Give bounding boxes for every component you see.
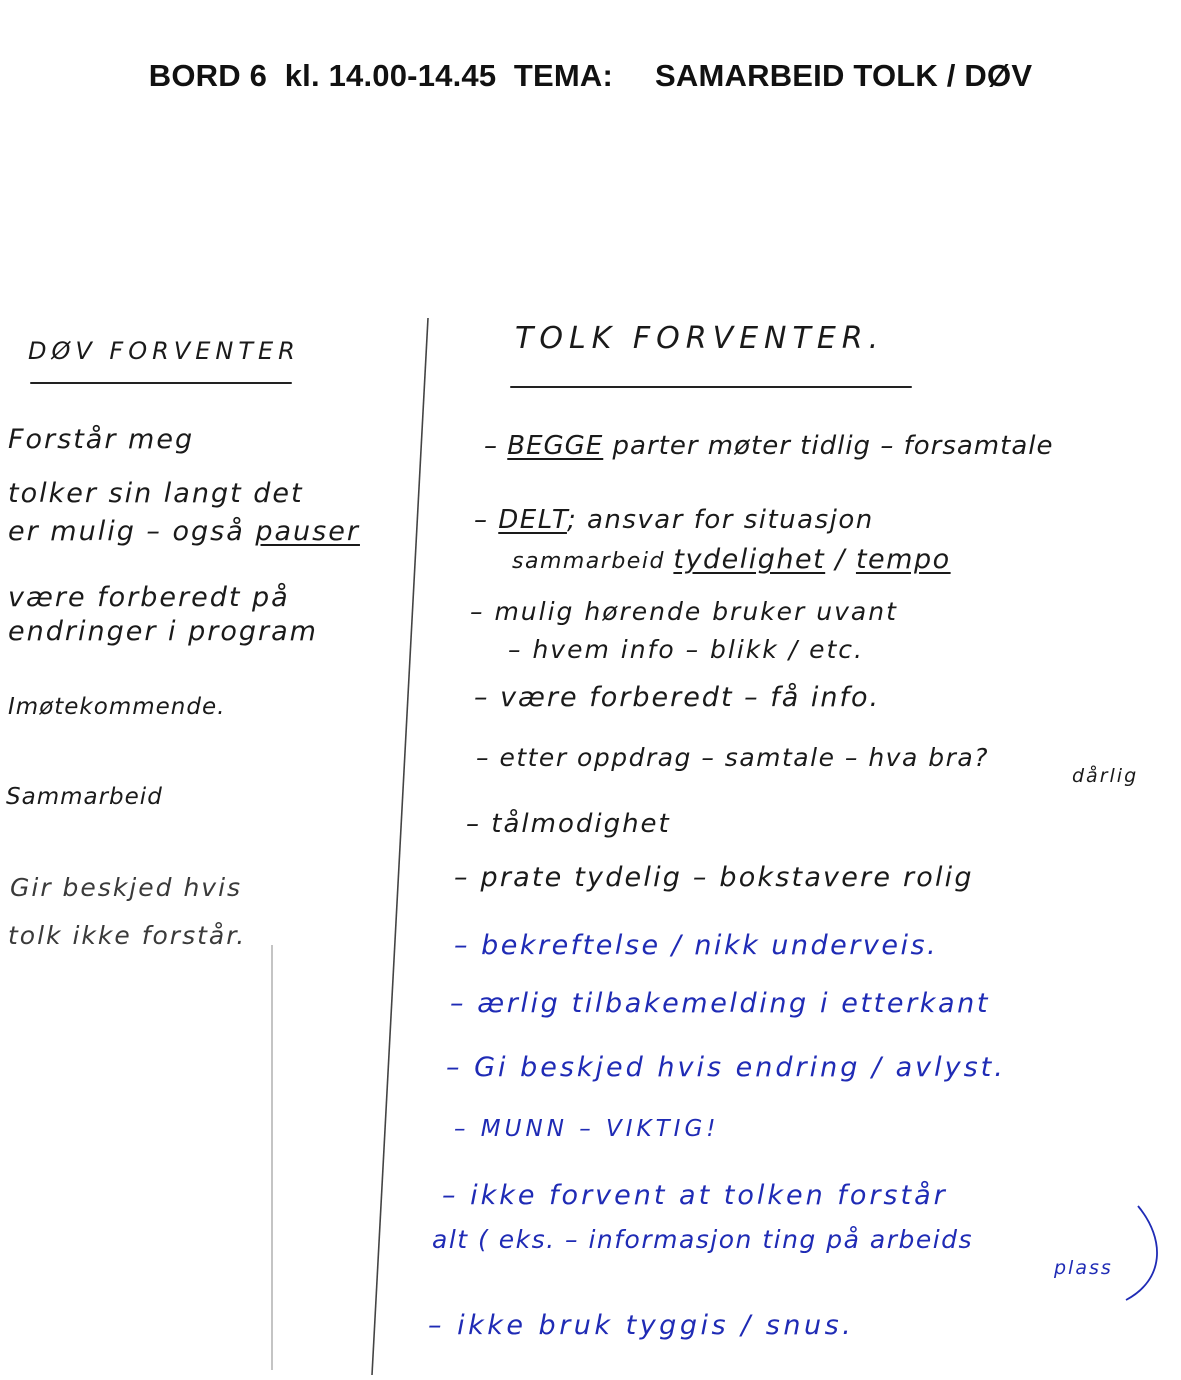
right-item-9: – ærlig tilbakemelding i etterkant — [450, 988, 991, 1019]
left-item-1: Forstår meg — [8, 424, 195, 455]
left-item-2-line2 — [8, 516, 360, 547]
left-item-2-text: er mulig – også — [8, 516, 256, 547]
emphasis-begge: BEGGE — [507, 431, 604, 461]
table-label: BORD 6 kl. 14.00-14.45 TEMA: — [148, 58, 614, 93]
right-item-2-tempo: tempo — [855, 544, 951, 575]
dash: – — [484, 431, 508, 461]
right-item-10: – Gi beskjed hvis endring / avlyst. — [446, 1052, 1006, 1083]
page-title — [0, 58, 1181, 94]
left-item-5: Sammarbeid — [6, 784, 163, 810]
right-heading: TOLK FORVENTER. — [515, 321, 885, 356]
left-item-6-line2: tolk ikke forstår. — [8, 921, 247, 950]
right-item-5-line2: dårlig — [1072, 765, 1139, 787]
right-item-1-text: parter møter tidlig – forsamtale — [603, 431, 1054, 461]
slash: / — [825, 544, 856, 575]
right-item-12-line3: plass — [1054, 1257, 1113, 1279]
right-item-5-line1: – etter oppdrag – samtale – hva bra? — [476, 743, 989, 772]
right-item-6: – tålmodighet — [466, 809, 671, 839]
left-item-2-underlined: pauser — [255, 516, 360, 547]
dash: – — [474, 505, 499, 535]
right-item-12-line1: – ikke forvent at tolken forstår — [442, 1180, 948, 1211]
left-item-2-line1: tolker sin langt det — [8, 478, 304, 509]
right-item-2-line1 — [474, 506, 874, 536]
right-item-11: – MUNN – VIKTIG! — [454, 1116, 720, 1142]
right-item-2-tydelighet: tydelighet — [673, 544, 826, 575]
right-item-3-line1: – mulig hørende bruker uvant — [470, 597, 898, 626]
right-item-8: – bekreftelse / nikk underveis. — [454, 930, 939, 961]
right-item-2-line2 — [512, 544, 951, 575]
left-item-3-line1: være forberedt på — [8, 582, 290, 613]
right-item-2-text: ; ansvar for situasjon — [566, 505, 874, 535]
closing-paren-mark — [1120, 1200, 1170, 1310]
left-item-3-line2: endringer i program — [8, 616, 318, 647]
topic-title: SAMARBEID TOLK / DØV — [655, 58, 1033, 93]
left-item-6-line1: Gir beskjed hvis — [10, 873, 243, 902]
right-item-4: – være forberedt – få info. — [474, 682, 881, 713]
left-heading-underline — [30, 382, 292, 384]
right-heading-underline — [510, 386, 912, 388]
left-heading: DØV FORVENTER — [28, 337, 300, 365]
right-item-3-line2: – hvem info – blikk / etc. — [508, 635, 864, 664]
right-item-1 — [484, 432, 1053, 462]
left-item-4: Imøtekommende. — [8, 694, 226, 720]
right-item-12-line2: alt ( eks. – informasjon ting på arbeids — [432, 1225, 974, 1254]
emphasis-delt: DELT — [498, 505, 567, 535]
right-item-2-sammarbeid: sammarbeid — [512, 549, 674, 574]
right-item-13: – ikke bruk tyggis / snus. — [428, 1310, 855, 1341]
right-item-7: – prate tydelig – bokstavere rolig — [454, 862, 974, 893]
